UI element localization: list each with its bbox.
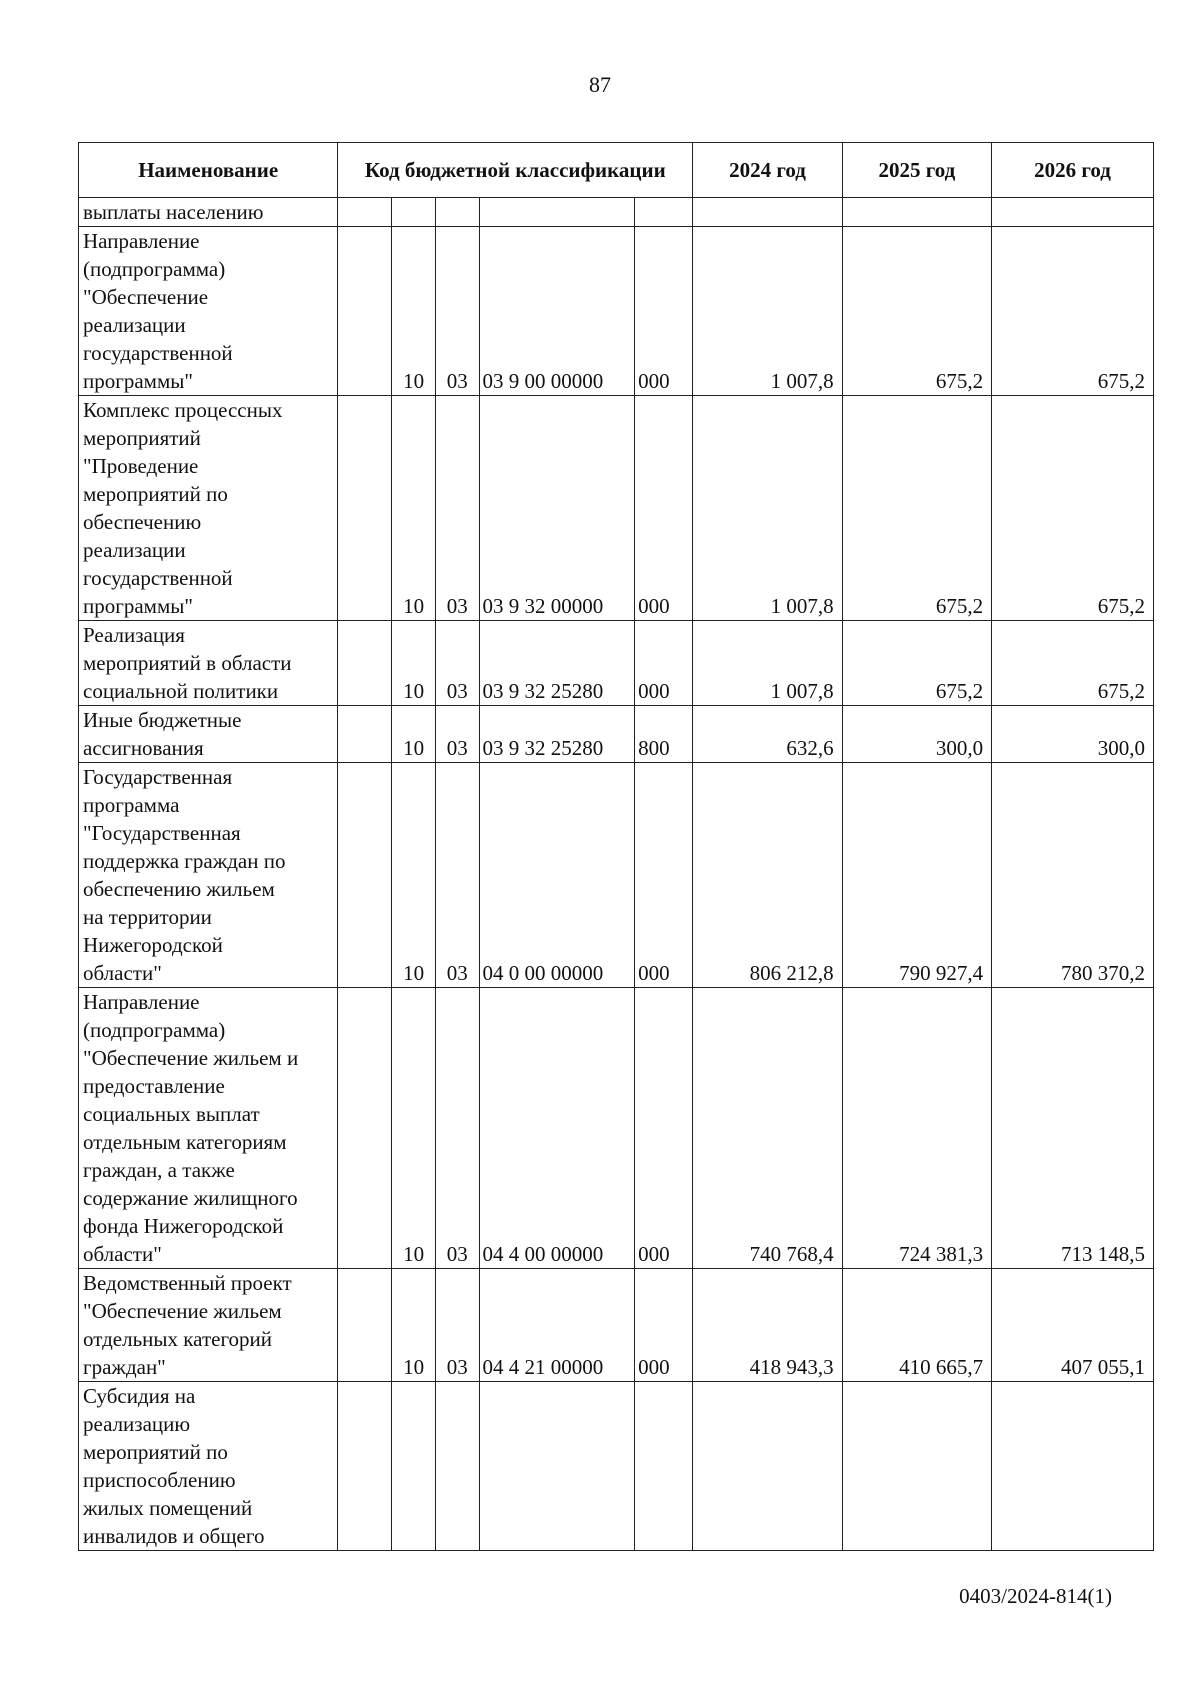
- cell-expense-type: 000: [635, 227, 693, 396]
- cell-2024: [693, 198, 842, 227]
- cell-name: Субсидия на реализацию мероприятий по приспособлению жилых помещений инвалидов и общего: [79, 1382, 338, 1551]
- cell-subsection: 03: [435, 396, 479, 621]
- cell-empty: [338, 198, 392, 227]
- cell-empty: [338, 1269, 392, 1382]
- cell-2024: 1 007,8: [693, 621, 842, 706]
- cell-empty: [338, 706, 392, 763]
- cell-expense-type: 000: [635, 1269, 693, 1382]
- table-row: [79, 621, 1154, 706]
- header-2025: 2025 год: [842, 143, 991, 198]
- cell-2024: 1 007,8: [693, 396, 842, 621]
- table-row: [79, 706, 1154, 763]
- cell-subsection: 03: [435, 706, 479, 763]
- cell-2025: 724 381,3: [842, 988, 991, 1269]
- table-row: [79, 988, 1154, 1269]
- cell-section: 10: [392, 763, 436, 988]
- cell-2025: [842, 1382, 991, 1551]
- cell-section: 10: [392, 988, 436, 1269]
- cell-2025: [842, 198, 991, 227]
- cell-target-article: 04 0 00 00000: [479, 763, 635, 988]
- cell-expense-type: 000: [635, 396, 693, 621]
- cell-empty: [338, 227, 392, 396]
- cell-subsection: 03: [435, 227, 479, 396]
- cell-2026: [992, 198, 1154, 227]
- cell-target-article: 03 9 32 25280: [479, 706, 635, 763]
- cell-empty: [338, 1382, 392, 1551]
- table-row: [79, 1382, 1154, 1551]
- table-row: [79, 396, 1154, 621]
- table-row: [79, 1269, 1154, 1382]
- cell-2025: 675,2: [842, 227, 991, 396]
- document-code: 0403/2024-814(1): [959, 1584, 1112, 1608]
- table-row: [79, 227, 1154, 396]
- cell-name: Иные бюджетные ассигнования: [79, 706, 338, 763]
- cell-2026: 713 148,5: [992, 988, 1154, 1269]
- page-number: 87: [589, 72, 611, 97]
- cell-2026: 675,2: [992, 396, 1154, 621]
- cell-2026: 780 370,2: [992, 763, 1154, 988]
- header-budget-code: Код бюджетной классификации: [338, 143, 693, 198]
- cell-subsection: 03: [435, 1269, 479, 1382]
- cell-expense-type: 800: [635, 706, 693, 763]
- header-2024: 2024 год: [693, 143, 842, 198]
- cell-expense-type: 000: [635, 763, 693, 988]
- cell-name: Направление (подпрограмма) "Обеспечение реализации государственной программы": [79, 227, 338, 396]
- cell-2025: 410 665,7: [842, 1269, 991, 1382]
- cell-target-article: 04 4 21 00000: [479, 1269, 635, 1382]
- cell-target-article: 03 9 32 00000: [479, 396, 635, 621]
- cell-subsection: 03: [435, 621, 479, 706]
- cell-2024: 1 007,8: [693, 227, 842, 396]
- cell-target-article: [479, 1382, 635, 1551]
- cell-expense-type: [635, 1382, 693, 1551]
- cell-section: 10: [392, 396, 436, 621]
- cell-2025: 300,0: [842, 706, 991, 763]
- cell-name: Реализация мероприятий в области социальной политики: [79, 621, 338, 706]
- cell-subsection: [435, 198, 479, 227]
- cell-empty: [338, 396, 392, 621]
- table-header-row: [79, 143, 1154, 198]
- cell-2026: 407 055,1: [992, 1269, 1154, 1382]
- cell-2026: 675,2: [992, 227, 1154, 396]
- cell-expense-type: [635, 198, 693, 227]
- cell-2025: 675,2: [842, 621, 991, 706]
- table-row: [79, 763, 1154, 988]
- cell-empty: [338, 621, 392, 706]
- cell-2025: 675,2: [842, 396, 991, 621]
- cell-subsection: 03: [435, 763, 479, 988]
- cell-section: [392, 198, 436, 227]
- cell-target-article: [479, 198, 635, 227]
- cell-2024: 418 943,3: [693, 1269, 842, 1382]
- cell-name: выплаты населению: [79, 198, 338, 227]
- cell-empty: [338, 988, 392, 1269]
- cell-2024: 632,6: [693, 706, 842, 763]
- cell-subsection: 03: [435, 988, 479, 1269]
- cell-target-article: 03 9 32 25280: [479, 621, 635, 706]
- cell-section: 10: [392, 227, 436, 396]
- cell-expense-type: 000: [635, 988, 693, 1269]
- cell-2024: [693, 1382, 842, 1551]
- cell-2026: [992, 1382, 1154, 1551]
- cell-2026: 300,0: [992, 706, 1154, 763]
- cell-2026: 675,2: [992, 621, 1154, 706]
- cell-name: Направление (подпрограмма) "Обеспечение жильем и предоставление социальных выплат отдельным категориям граждан, а также содержание жилищного фонда Нижегородской области": [79, 988, 338, 1269]
- budget-table: [78, 142, 1154, 1551]
- cell-2024: 740 768,4: [693, 988, 842, 1269]
- cell-section: 10: [392, 706, 436, 763]
- cell-2025: 790 927,4: [842, 763, 991, 988]
- cell-section: 10: [392, 621, 436, 706]
- cell-target-article: 04 4 00 00000: [479, 988, 635, 1269]
- cell-section: 10: [392, 1269, 436, 1382]
- table-row: [79, 198, 1154, 227]
- header-2026: 2026 год: [992, 143, 1154, 198]
- cell-target-article: 03 9 00 00000: [479, 227, 635, 396]
- cell-name: Государственная программа "Государственная поддержка граждан по обеспечению жильем на территории Нижегородской области": [79, 763, 338, 988]
- cell-name: Комплекс процессных мероприятий "Проведение мероприятий по обеспечению реализации государственной программы": [79, 396, 338, 621]
- cell-section: [392, 1382, 436, 1551]
- header-name: Наименование: [79, 143, 338, 198]
- cell-empty: [338, 763, 392, 988]
- cell-subsection: [435, 1382, 479, 1551]
- cell-2024: 806 212,8: [693, 763, 842, 988]
- cell-expense-type: 000: [635, 621, 693, 706]
- cell-name: Ведомственный проект "Обеспечение жильем отдельных категорий граждан": [79, 1269, 338, 1382]
- table-body: [79, 198, 1154, 1551]
